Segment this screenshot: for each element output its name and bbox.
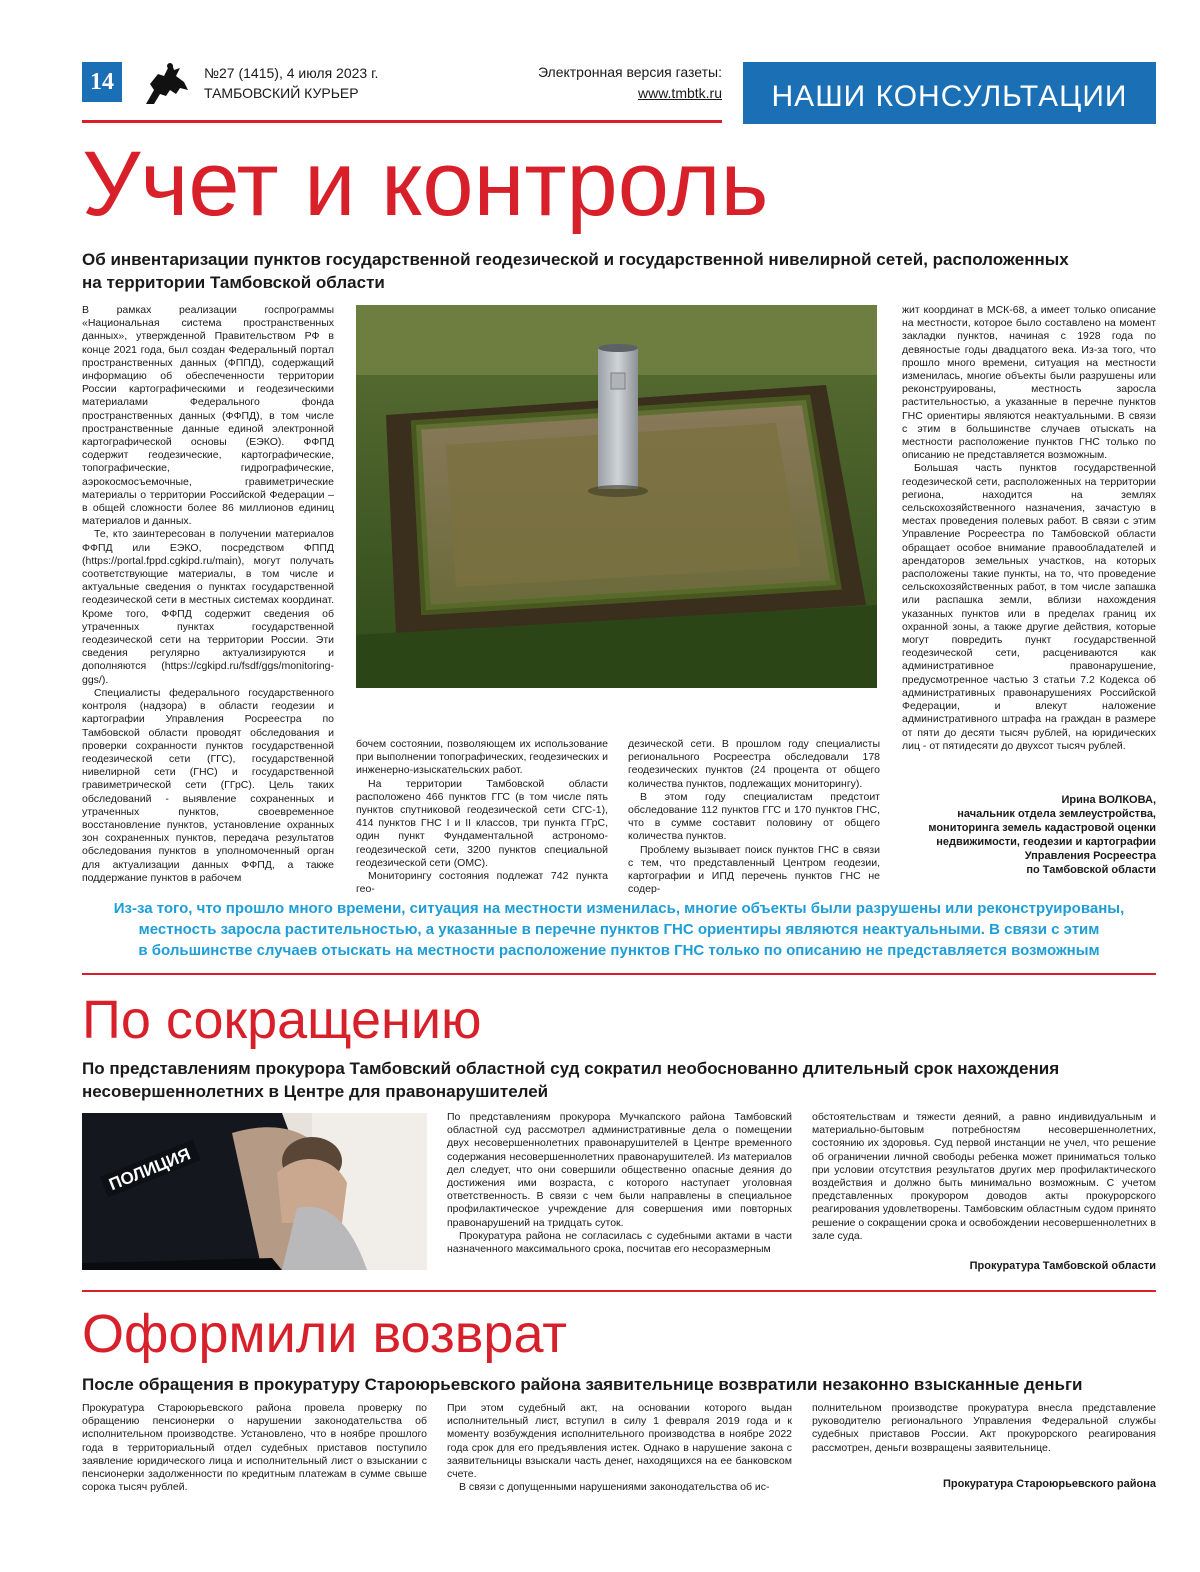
article1-column-1: [82, 304, 334, 885]
article2-headline: По сокращению: [82, 990, 482, 1050]
article2-subhead-line2: несовершеннолетних в Центре для правонарушителей: [82, 1082, 549, 1101]
article1-headline: Учет и контроль: [82, 133, 769, 235]
article-divider: [82, 1290, 1156, 1292]
signature-line: мониторинга земель кадастровой оценки: [928, 822, 1156, 834]
header-divider: [82, 120, 722, 123]
article2-signature: Прокуратура Тамбовской области: [969, 1260, 1156, 1272]
article3-headline: Оформили возврат: [82, 1304, 568, 1364]
paragraph: По представлениям прокурора Мучкапского района Тамбовский областной суд рассмотрел административные дела о помещении двух несовершеннолетних правонарушителей в Центре временного содержания несовершеннолетних правонарушителей. Из материалов дел следует, что они совершили общественно опасные деяния до достижения ими возраста, с которого наступает уголовная ответственность. В связи с чем были направлены в специальное профилактическое учреждение для совершения ими повторных правонарушений на тридцать суток.: [447, 1111, 792, 1229]
paragraph: Прокуратура района не согласилась с судебными актами в части назначенного максимального срока, посчитав его несоразмерным: [447, 1229, 792, 1256]
paragraph: При этом судебный акт, на основании которого выдан исполнительный лист, вступил в силу 1 февраля 2019 года и к моменту возбуждения исполнительного производства в ноябре 2022 года срок для его предъявления истек. Однако в нарушение закона с заявительницы взыскали часть денег, находящихся на ее банковском счете.: [447, 1402, 792, 1481]
issue-info: [204, 63, 378, 103]
article3-subhead: После обращения в прокуратуру Староюрьевского района заявительнице возвратили незаконно взысканные деньги: [82, 1375, 1083, 1394]
article3-column-3: [812, 1402, 1156, 1455]
page-number: 14: [82, 62, 122, 102]
signature-line: по Тамбовской области: [1026, 864, 1156, 876]
article1-column-4: [902, 304, 1156, 753]
paragraph: Проблему вызывает поиск пунктов ГНС в связи с тем, что представленный Центром геодезии, картографии и ИПД перечень пунктов ГНС не содер-: [628, 843, 880, 896]
article1-column-2: [356, 738, 608, 896]
paragraph: полнительном производстве прокуратура внесла представление руководителю регионального Управления Федеральной службы судебных приставов России. Акт прокурорского реагирования рассмотрен, деньги возвращены заявительнице.: [812, 1402, 1156, 1454]
paragraph: В рамках реализации госпрограммы «Национальная система пространственных данных», утвержденной Правительством РФ в конце 2021 года, был создан Федеральный портал пространственных данных (ФППД), содержащий информацию об обеспеченности территории России картографическими и геодезическими материалами Федерального фонда пространственных данных (ФФПД), в том числе пространственные данные единой электронной картографической основы (ЕЭКО). ФФПД содержит геодезические, картографические, топографические, гидрографические, аэрокосмосъемочные, гравиметрические материалы о территории Российской Федерации – в общей сложности более 86 миллионов единиц материалов и данных.: [82, 304, 334, 528]
signature-line: начальник отдела землеустройства,: [957, 808, 1156, 820]
signature-line: Управления Росреестра: [1024, 850, 1156, 862]
article1-signature: [900, 793, 1156, 877]
pull-quote: [82, 898, 1156, 961]
article3-signature: Прокуратура Староюрьевского района: [942, 1478, 1156, 1490]
signature-line: недвижимости, геодезии и картографии: [936, 836, 1156, 848]
electronic-label: Электронная версия газеты:: [537, 64, 722, 80]
article2-column-1: [447, 1111, 792, 1256]
signature-name: Ирина ВОЛКОВА,: [1061, 794, 1156, 806]
website-link[interactable]: www.tmbtk.ru: [637, 85, 722, 101]
article1-column-3: [628, 738, 880, 896]
horseman-logo-icon: [140, 60, 192, 108]
electronic-version: [460, 62, 722, 104]
paper-name: ТАМБОВСКИЙ КУРЬЕР: [204, 85, 359, 101]
paragraph: Специалисты федерального государственного контроля (надзора) в области геодезии и картографии Управления Росреестра по Тамбовской области проводят обследования и проверки сохранности пунктов государственной геодезической сети (ГГС), государственной нивелирной сети (ГНС) и государственной гравиметрической сети (ГГрС). Цель таких обследований - выявление сохраненных и утраченных пунктов, своевременное восстановление пунктов, установление охранных зон сохраненных пунктов, передача результатов обследования пунктов в уполномоченный орган для актуализации данных ФФПД, а также поддержание пунктов в рабочем: [82, 686, 334, 884]
geodetic-point-photo: [356, 305, 877, 688]
article2-subhead-line1: По представлениям прокурора Тамбовский областной суд сократил необоснованно длительный срок нахождения: [82, 1059, 1060, 1078]
police-patch-text: ПОЛИЦИЯ: [106, 1144, 194, 1195]
article1-subhead-line2: на территории Тамбовской области: [82, 273, 385, 292]
article-divider: [82, 973, 1156, 975]
paragraph: Большая часть пунктов государственной геодезической сети, расположенных на территории региона, находится на землях сельскохозяйственного назначения, зачастую в местах проведения полевых работ. В связи с этим Управление Росреестра по Тамбовской области обращает особое внимание правообладателей и арендаторов земельных участков, на которых расположены такие пункты, на то, что проведение сельскохозяйственных работ, в том числе запашка или распашка земли, вблизи нахождения указанных пунктов или в пределах границ их охранной зоны, а также другие действия, которые могут повредить пункт государственной геодезической сети, расцениваются как административное правонарушение, предусмотренное частью 3 статьи 7.2 Кодекса об административных правонарушениях Российской Федерации, и влекут наложение административного штрафа на граждан в размере от пяти до десяти тысяч рублей, на юридических лиц - от пятидесяти до двухсот тысяч рублей.: [902, 462, 1156, 752]
police-photo: [82, 1113, 427, 1270]
article2-subhead: [82, 1057, 1156, 1103]
paragraph: жит координат в МСК-68, а имеет только описание на местности, которое было составлено на момент закладки пунктов, начиная с 1928 года по девяностые годы двадцатого века. Из-за того, что прошло много времени, ситуация на местности изменилась, многие объекты были разрушены или реконструированы, местность заросла растительностью, а указанные в перечне пунктов ГНС ориентиры являются неактуальными. В связи с этим в большинстве случаев отыскать на местности расположение пунктов ГНС только по описанию не представляется возможным.: [902, 304, 1156, 462]
pull-quote-line: в большинстве случаев отыскать на местности расположение пунктов ГНС только по описанию не представляется возможным: [138, 942, 1100, 959]
paragraph: обстоятельствам и тяжести деяний, а равно индивидуальным и материально-бытовым потребностям несовершеннолетних, состоянию их здоровья. Суд первой инстанции не учел, что решение об ограничении личной свободы ребенка может приниматься только при условии отсутствия результатов других мер профилактического воздействия и должно быть минимально возможным. С учетом представленных прокурором доводов акты прокурорского реагирования удовлетворены. Тамбовским областным судом принято решение о сокращении срока и освобождении несовершеннолетних в зале суда.: [812, 1111, 1156, 1242]
article1-subhead: [82, 248, 1156, 294]
pull-quote-line: местность заросла растительностью, а указанные в перечне пунктов ГНС ориентиры являются неактуальными. В связи с этим: [138, 921, 1100, 938]
paragraph: На территории Тамбовской области расположено 466 пунктов ГГС (в том числе пять пунктов спутниковой геодезической сети СГС-1), 414 пунктов ГНС I и II классов, три пункта ГГрС, один пункт Фундаментальной астрономо-геодезической сети, 3200 пунктов специальной геодезической сети (ОМС).: [356, 777, 608, 869]
article1-subhead-line1: Об инвентаризации пунктов государственной геодезической и государственной нивелирной сетей, расположенных: [82, 250, 1069, 269]
paragraph: Те, кто заинтересован в получении материалов ФФПД или ЕЭКО, посредством ФППД (https://portal.fppd.cgkipd.ru/main), могут получать соответствующие материалы, в том числе и актуальные сведения о пунктах государственной геодезической сети в местных системах координат. Кроме того, ФФПД содержит сведения об утраченных пунктах государственной геодезической сети на территории России. Эти сведения регулярно актуализируются и дополняются (https://cgkipd.ru/fsdf/ggs/monitoring-ggs/).: [82, 528, 334, 686]
article3-column-2: [447, 1402, 792, 1494]
paragraph: В связи с допущенными нарушениями законодательства об ис-: [459, 1481, 770, 1494]
paragraph: Мониторингу состояния подлежат 742 пункта гео-: [356, 870, 608, 896]
issue-line: №27 (1415), 4 июля 2023 г.: [204, 65, 379, 81]
section-banner: НАШИ КОНСУЛЬТАЦИИ: [743, 62, 1156, 124]
pull-quote-line: Из-за того, что прошло много времени, ситуация на местности изменилась, многие объекты были разрушены или реконструированы,: [113, 900, 1125, 917]
article3-column-1: [82, 1402, 427, 1494]
paragraph: дезической сети. В прошлом году специалисты регионального Росреестра обследовали 178 геодезических пунктов (24 процента от общего количества пунктов, подлежащих мониторингу).: [628, 738, 880, 790]
paragraph: бочем состоянии, позволяющем их использование при выполнении топографических, геодезических и инженерно-изыскательских работ.: [356, 738, 608, 777]
paragraph: В этом году специалистам предстоит обследование 112 пунктов ГГС и 170 пунктов ГНС, что в сумме составит половину от общего количества пунктов.: [628, 790, 880, 843]
article2-column-2: [812, 1111, 1156, 1243]
paragraph: Прокуратура Староюрьевского района провела проверку по обращению пенсионерки о нарушении законодательства об исполнительном производстве. Установлено, что в ноябре прошлого года в территориальный отдел судебных приставов поступило заявление юридического лица и исполнительный лист о взыскании с пенсионерки задолженности по кредитным платежам в сумме свыше сорока тысяч рублей.: [82, 1402, 427, 1494]
